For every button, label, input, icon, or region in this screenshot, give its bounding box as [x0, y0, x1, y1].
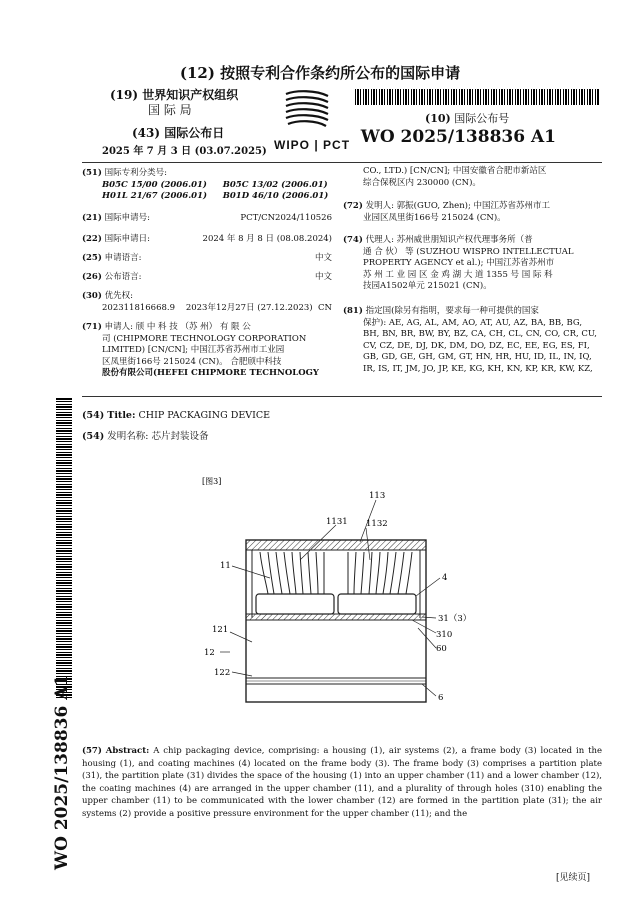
states-line-4: CV, CZ, DE, DJ, DK, DM, DO, DZ, EC, EE, EG, ES, FI, — [363, 340, 590, 351]
pub-no-label: 国际公布号 — [454, 112, 510, 125]
pub-no-code: (10) — [425, 112, 451, 125]
filing-label: 国际申请日: — [104, 234, 150, 244]
pub-date-block — [132, 124, 224, 141]
title-en-label: Title: — [107, 410, 136, 421]
continued-note: [见续页] — [555, 873, 590, 883]
agent-line-4: 苏 州 工 业 园 区 金 鸡 湖 大 道 1355 号 国 际 科 — [363, 269, 553, 280]
partition-plate-31 — [246, 614, 426, 620]
app-no-label: 国际申请号: — [104, 213, 150, 223]
ipc-4: B01D 46/10 (2006.01) — [222, 191, 329, 201]
filing-code: (22) — [82, 234, 102, 244]
org-code: (19) — [110, 88, 139, 102]
ref-4: 4 — [442, 573, 448, 583]
wipo-logo-icon — [282, 88, 334, 134]
biblio-divider — [82, 396, 602, 397]
pub-date-label: 国际公布日 — [164, 126, 225, 140]
app-no-code: (21) — [82, 213, 102, 223]
coating-machine-left — [256, 594, 334, 614]
pub-date-value: 2025 年 7 月 3 日 (03.07.2025) — [102, 146, 267, 157]
ref-6: 6 — [438, 693, 444, 703]
ref-122: 122 — [214, 668, 231, 678]
document-title: (12) 按照专利合作条约所公布的国际申请 — [179, 64, 461, 82]
title-en-code: (54) — [82, 410, 105, 421]
applicant-line-5: 股份有限公司(HEFEI CHIPMORE TECHNOLOGY — [102, 368, 319, 378]
side-publication-number: WO 2025/138836 A1 — [52, 674, 72, 870]
ipc-1: B05C 15/00 (2006.01) — [102, 179, 207, 190]
designated-states-section — [343, 306, 603, 375]
ref-1132: 1132 — [366, 519, 388, 529]
applicant-line-1: 申请人: 颀 中 科 技 （苏 州） 有 限 公 — [104, 322, 251, 332]
applicant-line-3: LIMITED) [CN/CN]; 中国江苏省苏州市工业园 — [102, 345, 285, 355]
title-cn-label: 发明名称: — [107, 431, 149, 442]
filing-row — [82, 234, 332, 246]
agent-section — [343, 235, 603, 293]
title-en-row — [82, 410, 270, 422]
states-line-5: GB, GD, GE, GH, GM, GT, HN, HR, HU, ID, IL, IN, IQ, — [363, 352, 592, 362]
ipc-label: 国际专利分类号: — [104, 168, 167, 178]
lang-value: 中文 — [314, 253, 332, 263]
states-line-3: BH, BN, BR, BW, BY, BZ, CA, CH, CL, CN, CO, CR, CU, — [363, 329, 597, 339]
filing-value: 2024 年 8 月 8 日 (08.08.2024) — [202, 234, 332, 244]
applicant-code: (71) — [82, 322, 102, 332]
ipc-section — [82, 168, 342, 203]
agent-line-1: 代理人: 苏州威世朋知识产权代理事务所（普 — [365, 235, 533, 245]
ipc-2: B05C 13/02 (2006.01) — [222, 179, 328, 190]
pub-date-code: (43) — [132, 126, 161, 140]
applicant-continued — [343, 166, 603, 189]
pub-language-row — [82, 272, 332, 284]
ipc-code: (51) — [82, 168, 102, 178]
fig-label: [图3] — [202, 477, 222, 486]
barcode-icon — [355, 89, 600, 105]
org-name-line2: 国 际 局 — [148, 103, 192, 117]
title-en-value: CHIP PACKAGING DEVICE — [138, 410, 271, 421]
applicant-section — [82, 322, 342, 380]
applicant-line-2: 司 (CHIPMORE TECHNOLOGY CORPORATION — [102, 333, 307, 344]
applicant-cont-2: 综合保税区内 230000 (CN)。 — [363, 177, 481, 188]
agent-line-2: 通 合 伙） 等 (SUZHOU WISPRO INTELLECTUAL — [363, 246, 574, 257]
ref-113: 113 — [369, 491, 386, 501]
agent-line-3: PROPERTY AGENCY et al.); 中国江苏省苏州市 — [363, 258, 555, 268]
priority-row — [82, 291, 337, 314]
lang-code: (25) — [82, 253, 102, 263]
header-divider — [82, 162, 602, 163]
agent-code: (74) — [343, 235, 363, 245]
ref-60: 60 — [436, 644, 447, 654]
ipc-3: H01L 21/67 (2006.01) — [102, 191, 208, 201]
ref-11: 11 — [220, 561, 231, 571]
abstract — [82, 745, 602, 820]
title-cn-code: (54) — [82, 431, 105, 442]
air-guides — [260, 552, 412, 594]
agent-line-5: 技园A1502单元 215021 (CN)。 — [363, 281, 492, 291]
publang-code: (26) — [82, 272, 102, 282]
ref-12: 12 — [204, 648, 215, 658]
language-row — [82, 253, 332, 265]
ref-310: 310 — [436, 630, 453, 640]
abstract-text: A chip packaging device, comprising: a housing (1), air systems (2), a frame body (3) located in the housing (1), and coating machines (4) located on the frame body (3). The frame body (3) comprises a partition plate (31), the partition plate (31) divides the space of the housing (1) into an upper chamber (11) and a lower chamber (12), the coating machines (4) are arranged in the upper chamber (11), and a plurality of through holes (310) enabling the upper chamber (11) to be communicated with the lower chamber (12) are formed in the partition plate (31); the air systems (2) provide a positive pressure environment for the upper chamber (11); and the — [82, 746, 603, 819]
abstract-label: Abstract: — [105, 746, 150, 756]
states-code: (81) — [343, 306, 363, 316]
publication-number: WO 2025/138836 A1 — [360, 127, 556, 147]
applicant-line-4: 区凤里街166号 215024 (CN)。 合肥颀中科技 — [102, 356, 282, 367]
side-barcode-icon — [56, 398, 72, 698]
priority-value: 202311816668.9 2023年12月27日 (27.12.2023) CN — [102, 302, 332, 313]
title-cn-value: 芯片封装设备 — [151, 431, 209, 442]
patent-figure — [190, 470, 480, 720]
publang-value: 中文 — [314, 272, 332, 282]
title-cn-row — [82, 431, 209, 443]
ref-121: 121 — [212, 625, 229, 635]
states-line-1: 指定国(除另有指明，要求每一种可提供的国家 — [365, 306, 539, 316]
ref-1131: 1131 — [326, 517, 348, 527]
priority-code: (30) — [82, 291, 102, 301]
inventor-line-1: 发明人: 郭振(GUO, Zhen); 中国江苏省苏州市工 — [365, 201, 551, 211]
coating-machine-right — [338, 594, 416, 614]
applicant-cont-1: CO., LTD.) [CN/CN]; 中国安徽省合肥市新站区 — [363, 166, 547, 176]
publang-label: 公布语言: — [104, 272, 142, 282]
inventor-section — [343, 201, 603, 224]
abstract-code: (57) — [82, 746, 102, 756]
states-line-6: IR, IS, IT, JM, JO, JP, KE, KG, KH, KN, KP, KR, KW, KZ, — [363, 363, 593, 374]
states-line-2: 保护): AE, AG, AL, AM, AO, AT, AU, AZ, BA, BB, BG, — [363, 317, 583, 328]
inventor-code: (72) — [343, 201, 363, 211]
lang-label: 申请语言: — [104, 253, 142, 263]
wipo-pct-logo-text: WIPO | PCT — [274, 138, 351, 152]
priority-label: 优先权: — [104, 291, 133, 301]
ref-31: 31（3） — [438, 614, 472, 624]
app-no-value: PCT/CN2024/110526 — [240, 213, 332, 223]
org-name: 世界知识产权组织 — [142, 88, 239, 102]
inventor-line-2: 业园区凤里街166号 215024 (CN)。 — [363, 212, 506, 223]
app-no-row — [82, 213, 332, 225]
top-plate-113 — [246, 540, 426, 550]
pub-no-block — [425, 110, 509, 126]
